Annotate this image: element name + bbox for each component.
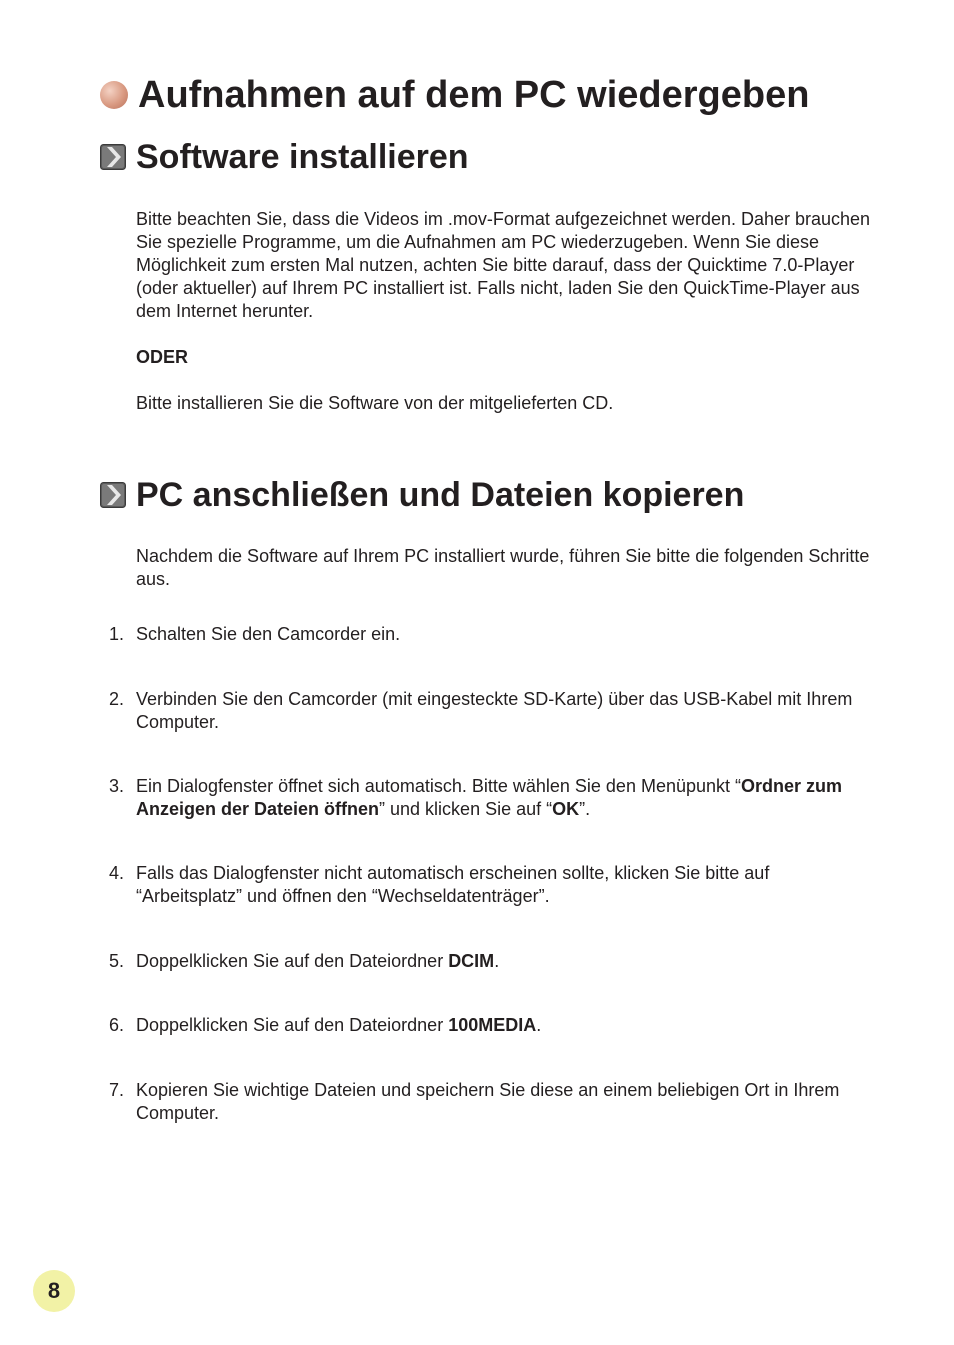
step-number: 3. [109, 776, 125, 796]
page-title: Aufnahmen auf dem PC wiedergeben [138, 74, 810, 116]
chevron-right-icon [100, 144, 126, 170]
folder-name: DCIM [448, 951, 495, 971]
round-bullet-icon [100, 81, 128, 109]
section-heading-software [100, 137, 469, 177]
step-number: 4. [109, 863, 125, 883]
step-number: 2. [109, 689, 125, 709]
oder-label: ODER [136, 347, 189, 367]
main-title-row [100, 72, 809, 118]
folder-name: 100MEDIA [448, 1015, 537, 1035]
step-text: Schalten Sie den Camcorder ein. [136, 624, 401, 644]
section-heading-pc [100, 475, 744, 515]
section-title: PC anschließen und Dateien kopieren [136, 476, 745, 514]
step-text: Doppelklicken Sie auf den Dateiordner DCIM. [136, 951, 500, 971]
step-text: Falls das Dialogfenster nicht automatisch erscheinen sollte, klicken Sie bitte auf “Arbeitsplatz” und öffnen den “Wechseldatenträger”. [136, 863, 770, 906]
step-text: Doppelklicken Sie auf den Dateiordner 100MEDIA. [136, 1015, 542, 1035]
ok-label: OK [552, 799, 580, 819]
step-text: Kopieren Sie wichtige Dateien und speichern Sie diese an einem beliebigen Ort in Ihrem Computer. [136, 1080, 840, 1123]
step-number: 5. [109, 951, 125, 971]
section-title: Software installieren [136, 138, 469, 176]
step-number: 1. [109, 624, 125, 644]
step-text: Ein Dialogfenster öffnet sich automatisch. Bitte wählen Sie den Menüpunkt “Ordner zum Anzeigen der Dateien öffnen” und klicken Sie auf “OK”. [136, 776, 843, 819]
cd-install-note: Bitte installieren Sie die Software von der mitgelieferten CD. [136, 393, 614, 413]
step-number: 6. [109, 1015, 125, 1035]
software-description: Bitte beachten Sie, dass die Videos im .mov-Format aufgezeichnet werden. Daher brauchen Sie spezielle Programme, um die Aufnahmen am PC wiederzugeben. Wenn Sie diese Möglichkeit zum ersten Mal nutzen, achten Sie bitte darauf, dass der Quicktime 7.0-Player (oder aktueller) auf Ihrem PC installiert ist. Falls nicht, laden Sie den QuickTime-Player aus dem Internet herunter. [136, 209, 871, 321]
menu-option-label: Ordner zum Anzeigen der Dateien öffnen [136, 776, 843, 819]
step-text: Verbinden Sie den Camcorder (mit eingesteckte SD-Karte) über das USB-Kabel mit Ihrem Computer. [136, 689, 853, 732]
step-number: 7. [109, 1080, 125, 1100]
page-number-badge: 8 [33, 1270, 75, 1312]
steps-intro: Nachdem die Software auf Ihrem PC installiert wurde, führen Sie bitte die folgenden Schritte aus. [136, 546, 870, 589]
chevron-right-icon [100, 482, 126, 508]
